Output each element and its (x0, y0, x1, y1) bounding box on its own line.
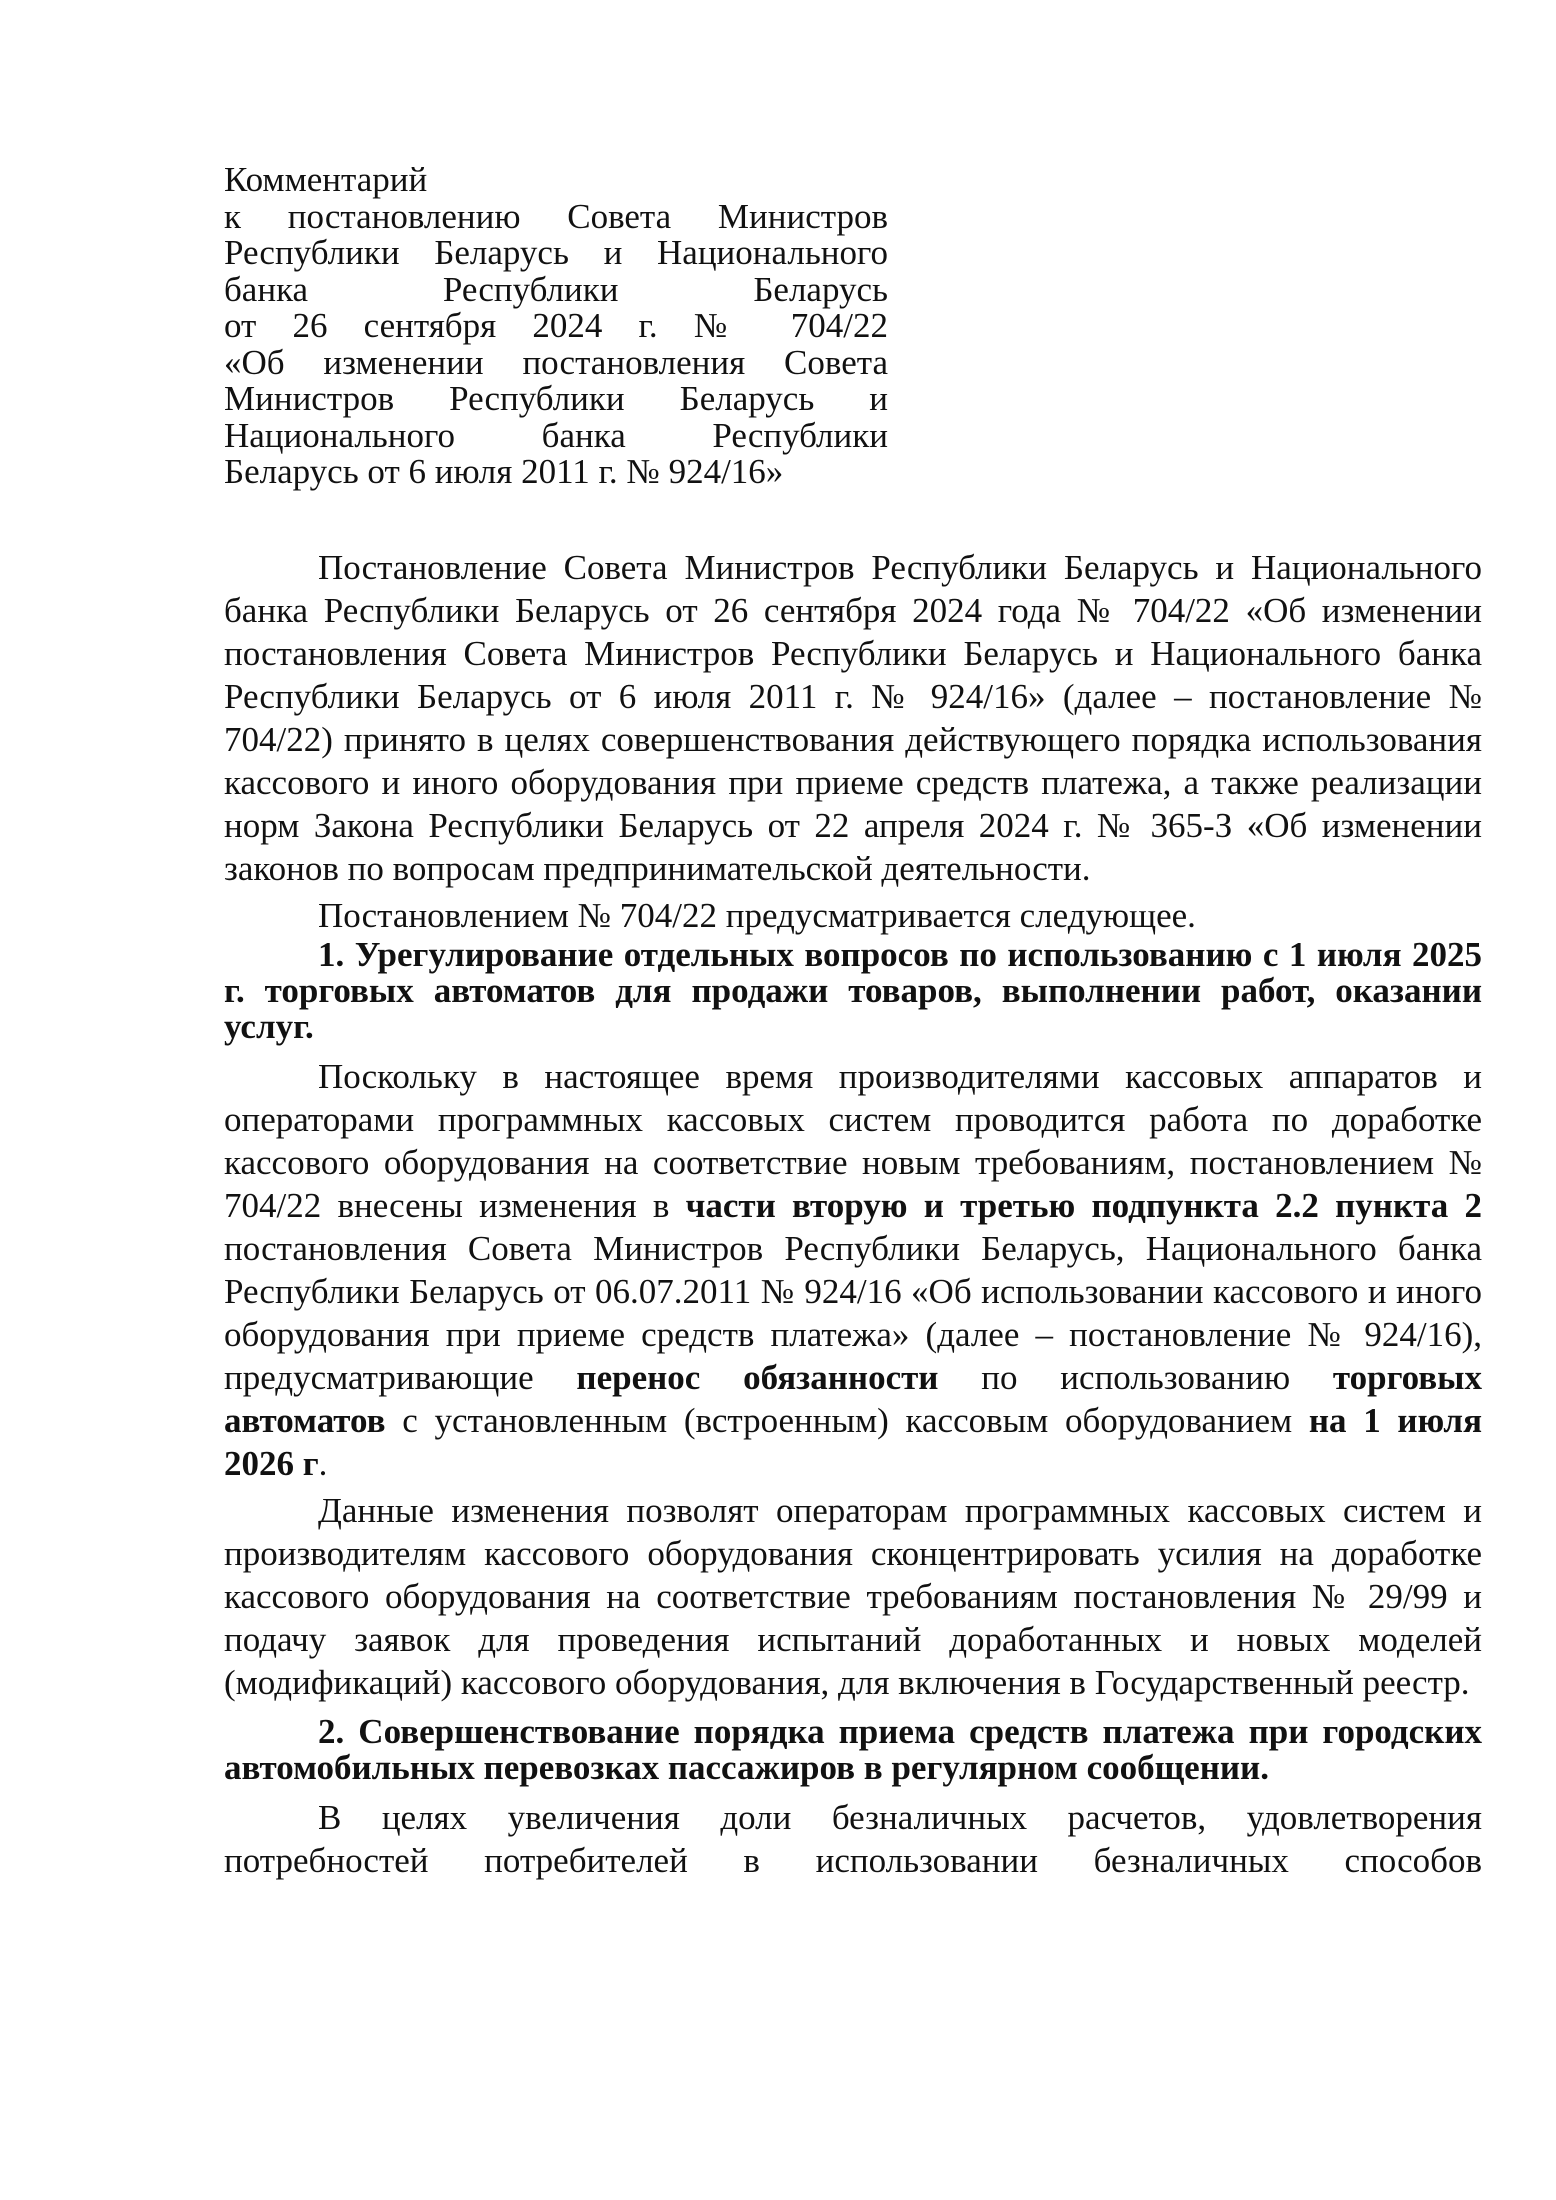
bold-run: перенос обязанности (576, 1358, 939, 1397)
heading-line: от 26 сентября 2024 г. № 704/22 (224, 306, 888, 345)
paragraph-summary: Постановлением № 704/22 предусматривается следующее. (318, 896, 1196, 935)
text-run: по использованию (938, 1358, 1333, 1397)
text-run: постановления Совета Министров Республики Беларусь, Национального банка Республики Беларусь от 06.07.2011 № 924/16 «Об использовании кассового и иного оборудования при приеме средств платежа» (далее – постановление № 924/16), предусматривающие (224, 1229, 1482, 1397)
bold-run: части вторую и третью подпункта 2.2 пункта 2 (685, 1186, 1482, 1225)
heading-line: к постановлению Совета Министров (224, 196, 888, 236)
section-heading-2: 2. Совершенствование порядка приема средств платежа при городских автомобильных перевозках пассажиров в регулярном сообщении. (224, 1712, 1482, 1787)
heading-line: Комментарий (224, 160, 428, 199)
section-heading-1: 1. Урегулирование отдельных вопросов по использованию с 1 июля 2025 г. торговых автоматов для продажи товаров, выполнении работ, оказании услуг. (224, 935, 1482, 1046)
paragraph-intro: Постановление Совета Министров Республики Беларусь и Национального банка Республики Беларусь от 26 сентября 2024 года № 704/22 «Об изменении постановления Совета Министров Республики Беларусь и Национального банка Республики Беларусь от 6 июля 2011 г. № 924/16» (далее – постановление № 704/22) принято в целях совершенствования действующего порядка использования кассового и иного оборудования при приеме средств платежа, а также реализации норм Закона Республики Беларусь от 22 апреля 2024 г. № 365-З «Об изменении законов по вопросам предпринимательской деятельности. (224, 548, 1482, 888)
heading-line: банка Республики Беларусь (224, 269, 888, 309)
bold-run: на 1 июля 2026 г (224, 1401, 1483, 1483)
text-run: . (318, 1444, 328, 1483)
heading-line: Национального банка Республики (224, 415, 888, 455)
heading-line: Беларусь от 6 июля 2011 г. № 924/16» (224, 452, 784, 491)
heading-line: Министров Республики Беларусь и (224, 379, 888, 418)
heading-line: Республики Беларусь и Национального (224, 233, 888, 272)
paragraph-section-1-effect: Данные изменения позволят операторам программных кассовых систем и производителям кассового оборудования сконцентрировать усилия на доработке кассового оборудования на соответствие требованиям постановления № 29/99 и подачу заявок для проведения испытаний доработанных и новых моделей (модификаций) кассового оборудования, для включения в Государственный реестр. (224, 1491, 1482, 1702)
heading-line: «Об изменении постановления Совета (224, 342, 888, 382)
text-run: Поскольку в настоящее время производителями кассовых аппаратов и операторами программных кассовых систем проводится работа по доработке кассового оборудования на соответствие новым требованиям, постановлением № 704/22 внесены изменения в (224, 1057, 1482, 1225)
paragraph-section-1-main (224, 1055, 1482, 1485)
document-body (224, 546, 1482, 1882)
document-heading (224, 162, 888, 491)
bold-run: торговых автоматов (224, 1358, 1482, 1440)
text-run: с установленным (встроенным) кассовым оборудованием (385, 1401, 1309, 1440)
paragraph-section-2-start: В целях увеличения доли безналичных расчетов, удовлетворения потребностей потребителей в использовании безналичных способов (224, 1798, 1482, 1880)
